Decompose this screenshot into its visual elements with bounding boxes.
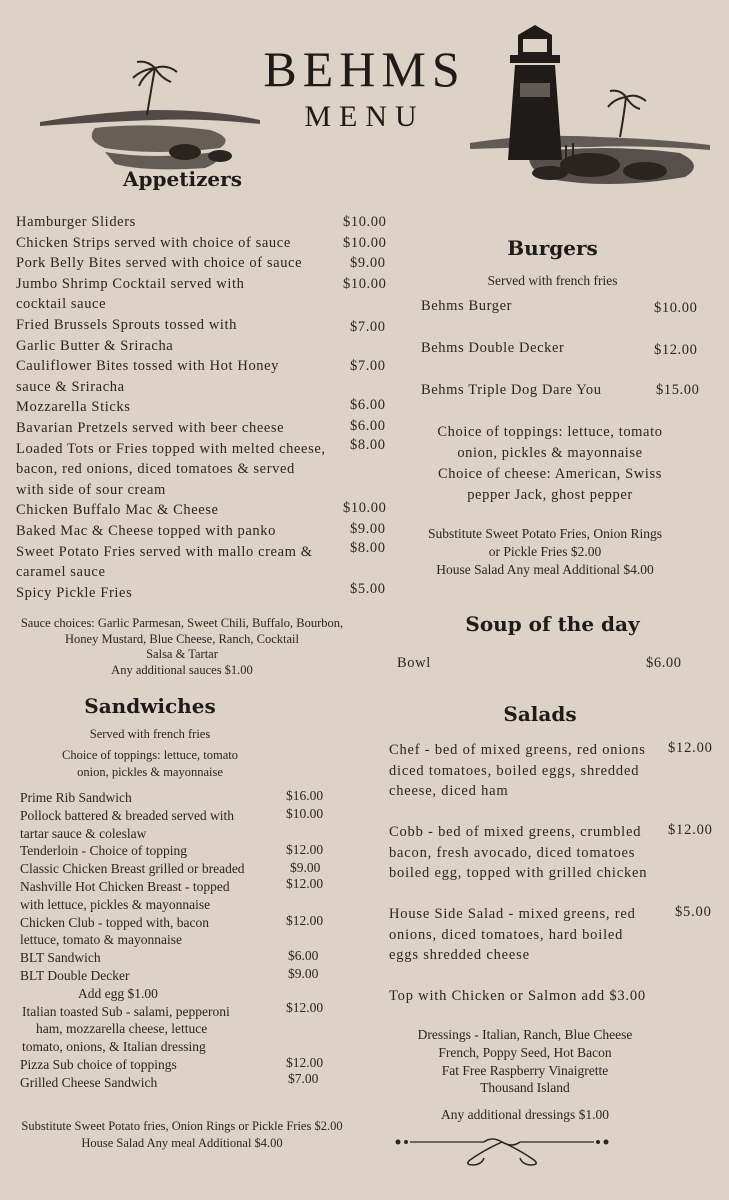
sandwich-toppings: Choice of toppings: lettuce, tomato onion, pickles & mayonnaise xyxy=(61,748,238,779)
list-item: Mozzarella Sticks $6.00 xyxy=(16,397,386,416)
list-item: Bavarian Pretzels served with beer cheese $6.00 xyxy=(16,417,386,436)
sandwiches-list xyxy=(20,789,340,1092)
sauce-choices: Sauce choices: Garlic Parmesan, Sweet Chili, Buffalo, Bourbon, Honey Mustard, Blue Cheese, Ranch, Cocktail Salsa & Tartar Any additional sauces $1.00 xyxy=(20,616,344,677)
list-item: Cobb - bed of mixed greens, crumbled bacon, fresh avocado, diced tomatoes boiled egg, topped with grilled chicken $12.00 xyxy=(389,822,713,882)
list-item: Behms Double Decker $12.00 xyxy=(421,340,698,358)
list-item: Jumbo Shrimp Cocktail served with cocktail sauce $10.00 xyxy=(16,275,387,313)
list-item: Tenderloin - Choice of topping $12.00 xyxy=(20,842,324,859)
list-item: Chicken Strips served with choice of sauce $10.00 xyxy=(16,234,387,251)
list-item: Cauliflower Bites tossed with Hot Honey sauce & Sriracha $7.00 xyxy=(16,358,386,395)
brand-title: BEHMS xyxy=(263,41,466,97)
list-item: Chef - bed of mixed greens, red onions diced tomatoes, boiled eggs, shredded cheese, diced ham $12.00 xyxy=(389,740,713,800)
list-item: Spicy Pickle Fries $5.00 xyxy=(16,580,386,601)
list-item: Pork Belly Bites served with choice of sauce $9.00 xyxy=(16,255,386,272)
list-item: Chicken Club - topped with, bacon lettuce, tomato & mayonnaise $12.00 xyxy=(20,912,324,948)
ornament-divider-icon xyxy=(392,1132,612,1168)
list-item: Pizza Sub choice of toppings $12.00 xyxy=(20,1054,324,1072)
list-item: Hamburger Sliders $10.00 xyxy=(16,214,387,230)
salad-topping: Top with Chicken or Salmon add $3.00 xyxy=(389,988,646,1004)
add-egg-note: Add egg $1.00 xyxy=(78,985,158,1001)
soup-price: $6.00 xyxy=(646,655,682,671)
burgers-subtitle: Served with french fries xyxy=(487,273,618,288)
menu-subtitle: MENU xyxy=(304,100,425,133)
sandwich-substitutes: Substitute Sweet Potato fries, Onion Rings or Pickle Fries $2.00 House Salad Any meal Additional $4.00 xyxy=(21,1119,343,1150)
list-item: Baked Mac & Cheese topped with panko $9.00 xyxy=(16,520,386,539)
salad-dressings: Dressings - Italian, Ranch, Blue Cheese French, Poppy Seed, Hot Bacon Fat Free Raspberry Vinaigrette Thousand Island xyxy=(417,1027,633,1096)
burgers-heading: Burgers xyxy=(507,236,598,260)
list-item: Pollock battered & breaded served with tartar sauce & coleslaw $10.00 xyxy=(20,805,324,841)
list-item: Behms Burger $10.00 xyxy=(421,298,698,316)
list-item: Italian toasted Sub - salami, pepperoni ham, mozzarella cheese, lettuce tomato, onions, & Italian dressing $12.00 xyxy=(22,999,324,1055)
soup-item: Bowl xyxy=(397,655,431,671)
list-item: Behms Triple Dog Dare You $15.00 xyxy=(421,382,700,398)
list-item: BLT Sandwich $6.00 xyxy=(20,948,319,966)
sandwiches-heading: Sandwiches xyxy=(84,694,216,718)
salads-heading: Salads xyxy=(503,702,577,726)
burgers-list xyxy=(421,296,711,401)
list-item: Fried Brussels Sprouts tossed with Garlic Butter & Sriracha $7.00 xyxy=(16,316,386,354)
list-item: House Side Salad - mixed greens, red onions, diced tomatoes, hard boiled eggs shredded cheese $5.00 xyxy=(389,904,712,964)
list-item: Prime Rib Sandwich $16.00 xyxy=(20,788,324,805)
list-item: Chicken Buffalo Mac & Cheese $10.00 xyxy=(16,500,387,519)
appetizers-list xyxy=(16,212,388,603)
list-item: Sweet Potato Fries served with mallo cream & caramel sauce $8.00 xyxy=(16,539,386,581)
list-item: BLT Double Decker $9.00 xyxy=(20,965,319,983)
list-item: Classic Chicken Breast grilled or breaded $9.00 xyxy=(20,860,321,877)
list-item: Loaded Tots or Fries topped with melted cheese, bacon, red onions, diced tomatoes & served with side of sour cream $8.00 xyxy=(16,436,386,498)
soup-heading: Soup of the day xyxy=(465,612,640,636)
sandwiches-subtitle: Served with french fries xyxy=(89,727,211,741)
salads-list xyxy=(389,740,719,1007)
burger-toppings: Choice of toppings: lettuce, tomato onion, pickles & mayonnaise Choice of cheese: American, Swiss pepper Jack, ghost pepper xyxy=(437,424,663,503)
salad-additional: Any additional dressings $1.00 xyxy=(441,1107,609,1122)
burger-substitutes: Substitute Sweet Potato Fries, Onion Rings or Pickle Fries $2.00 House Salad Any meal Additional $4.00 xyxy=(427,526,662,577)
appetizers-heading: Appetizers xyxy=(123,167,242,191)
list-item: Grilled Cheese Sandwich $7.00 xyxy=(20,1070,319,1090)
list-item: Nashville Hot Chicken Breast - topped with lettuce, pickles & mayonnaise $12.00 xyxy=(20,875,324,912)
